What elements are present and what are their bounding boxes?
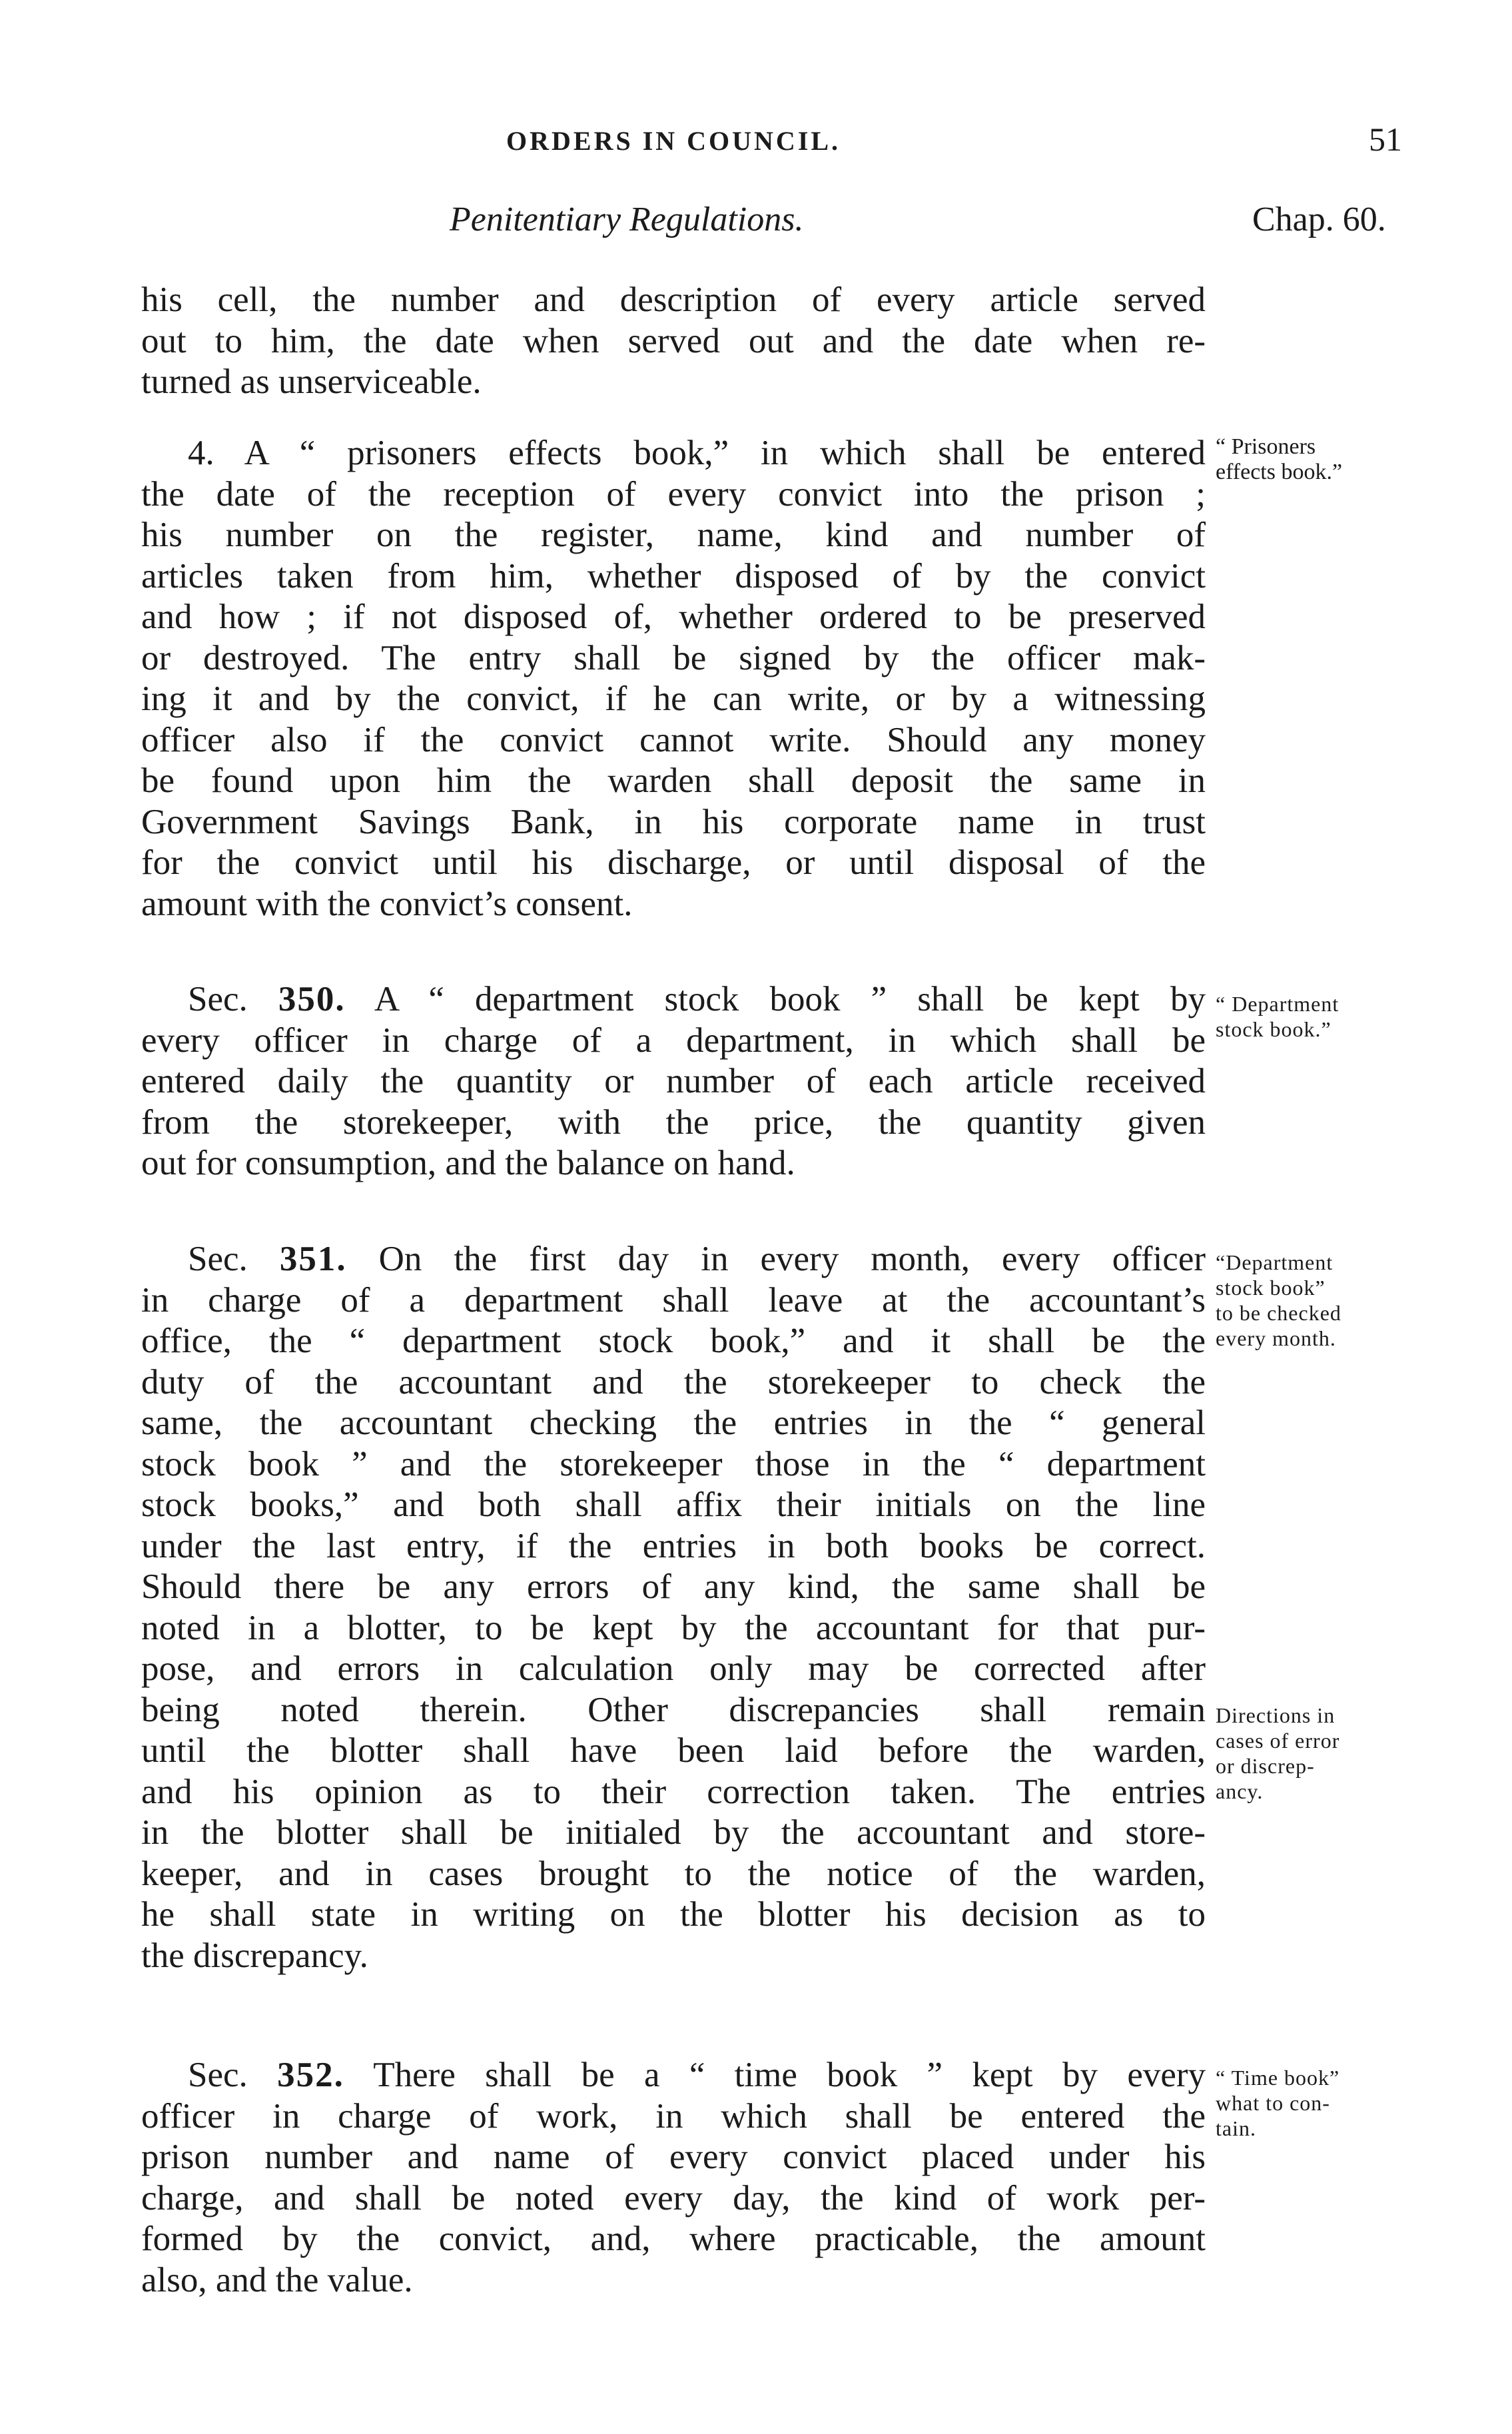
text-line: until the blotter shall have been laid before the warden, [141, 1731, 1206, 1770]
text-line: from the storekeeper, with the price, the quantity given [141, 1102, 1206, 1142]
text-line: being noted therein. Other discrepancies shall remain [141, 1690, 1206, 1729]
note-line: or discrep- [1216, 1754, 1315, 1778]
section-prefix: Sec. [188, 2056, 248, 2094]
text-line: also, and the value. [141, 2260, 413, 2299]
section-352 [141, 2055, 1206, 2301]
note-line: every month. [1216, 1326, 1336, 1350]
section-prefix: Sec. [188, 980, 248, 1018]
text-line: and how ; if not disposed of, whether ordered to be preserved [141, 598, 1206, 636]
note-line: “ Department [1216, 992, 1339, 1016]
section-number: 352. [277, 2056, 344, 2094]
note-line: stock book” [1216, 1276, 1325, 1300]
chapter-label: Chap. 60. [1252, 201, 1386, 238]
section-first-text: A “ department stock book ” shall be kept by [374, 980, 1206, 1018]
text-line: he shall state in writing on the blotter his decision as to [141, 1895, 1206, 1934]
note-line: what to con- [1216, 2091, 1330, 2115]
text-line: prison number and name of every convict placed under his [141, 2138, 1206, 2176]
text-line: charge, and shall be noted every day, the kind of work per- [141, 2178, 1206, 2218]
text-line: turned as unserviceable. [141, 362, 482, 401]
text-line: the discrepancy. [141, 1936, 368, 1975]
text-line: in the blotter shall be initialed by the accountant and store- [141, 1813, 1206, 1852]
text-line: noted in a blotter, to be kept by the accountant for that pur- [141, 1608, 1206, 1647]
note-line: “ Prisoners [1216, 434, 1316, 459]
text-line: entered daily the quantity or number of each article received [141, 1062, 1206, 1100]
section-first-text: On the first day in every month, every officer [378, 1240, 1206, 1278]
section-first-line [141, 979, 1206, 1020]
text-line: under the last entry, if the entries in both books be correct. [141, 1526, 1206, 1565]
section-prefix: Sec. [188, 1240, 248, 1278]
text-line: Government Savings Bank, in his corporate name in trust [141, 802, 1206, 841]
text-line: stock books,” and both shall affix their initials on the line [141, 1485, 1206, 1524]
text-line: same, the accountant checking the entries in the “ general [141, 1404, 1206, 1442]
text-line: articles taken from him, whether disposed of by the convict [141, 556, 1206, 596]
page-subtitle: Penitentiary Regulations. [450, 201, 804, 238]
margin-note-directions-error [1216, 1703, 1495, 1804]
paragraph-item-4 [141, 433, 1206, 925]
section-first-text: There shall be a “ time book ” kept by every [373, 2056, 1206, 2094]
text-line: 4. A “ prisoners effects book,” in which shall be entered [188, 434, 1206, 472]
text-line: officer also if the convict cannot write. Should any money [141, 720, 1206, 759]
note-line: to be checked [1216, 1301, 1341, 1325]
section-first-line [141, 1239, 1206, 1280]
text-line: officer in charge of work, in which shall be entered the [141, 2096, 1206, 2136]
text-line: be found upon him the warden shall deposit the same in [141, 761, 1206, 800]
page-number: 51 [1369, 121, 1402, 158]
text-line: the date of the reception of every convict into the prison ; [141, 474, 1206, 514]
paragraph-continued [141, 280, 1206, 403]
text-line: formed by the convict, and, where practicable, the amount [141, 2220, 1206, 2258]
text-line: out to him, the date when served out and the date when re- [141, 321, 1206, 360]
text-line: every officer in charge of a department, in which shall be [141, 1020, 1206, 1060]
section-351 [141, 1239, 1206, 1976]
text-line: or destroyed. The entry shall be signed by the officer mak- [141, 638, 1206, 677]
text-line: duty of the accountant and the storekeeper to check the [141, 1362, 1206, 1402]
text-line: Should there be any errors of any kind, the same shall be [141, 1567, 1206, 1606]
section-first-line [141, 2055, 1206, 2096]
text-line: his number on the register, name, kind and number of [141, 516, 1206, 554]
margin-note-prisoners-effects [1216, 434, 1495, 485]
text-line: and his opinion as to their correction taken. The entries [141, 1772, 1206, 1811]
margin-note-time-book [1216, 2065, 1495, 2141]
note-line: “ Time book” [1216, 2066, 1340, 2090]
text-line: office, the “ department stock book,” and it shall be the [141, 1322, 1206, 1360]
text-line: ing it and by the convict, if he can write, or by a witnessing [141, 679, 1206, 718]
note-line: cases of error [1216, 1729, 1340, 1753]
text-line: keeper, and in cases brought to the notice of the warden, [141, 1854, 1206, 1893]
section-number: 350. [278, 980, 346, 1018]
text-line: his cell, the number and description of every article served [141, 280, 1206, 319]
text-line: in charge of a department shall leave at the accountant’s [141, 1280, 1206, 1320]
running-title: ORDERS IN COUNCIL. [506, 126, 841, 156]
note-line: tain. [1216, 2116, 1256, 2140]
section-number: 351. [279, 1240, 347, 1278]
text-line: out for consumption, and the balance on hand. [141, 1144, 795, 1182]
margin-note-department-checked [1216, 1250, 1495, 1351]
note-line: “Department [1216, 1250, 1333, 1274]
text-line: stock book ” and the storekeeper those in the “ department [141, 1444, 1206, 1483]
note-line: ancy. [1216, 1779, 1264, 1803]
note-line: stock book.” [1216, 1017, 1331, 1041]
text-line: for the convict until his discharge, or until disposal of the [141, 843, 1206, 882]
note-line: effects book.” [1216, 460, 1343, 484]
text-line: amount with the convict’s consent. [141, 884, 633, 923]
text-line: pose, and errors in calculation only may be corrected after [141, 1649, 1206, 1688]
margin-note-department-stock [1216, 991, 1495, 1042]
note-line: Directions in [1216, 1703, 1335, 1727]
section-350 [141, 979, 1206, 1184]
